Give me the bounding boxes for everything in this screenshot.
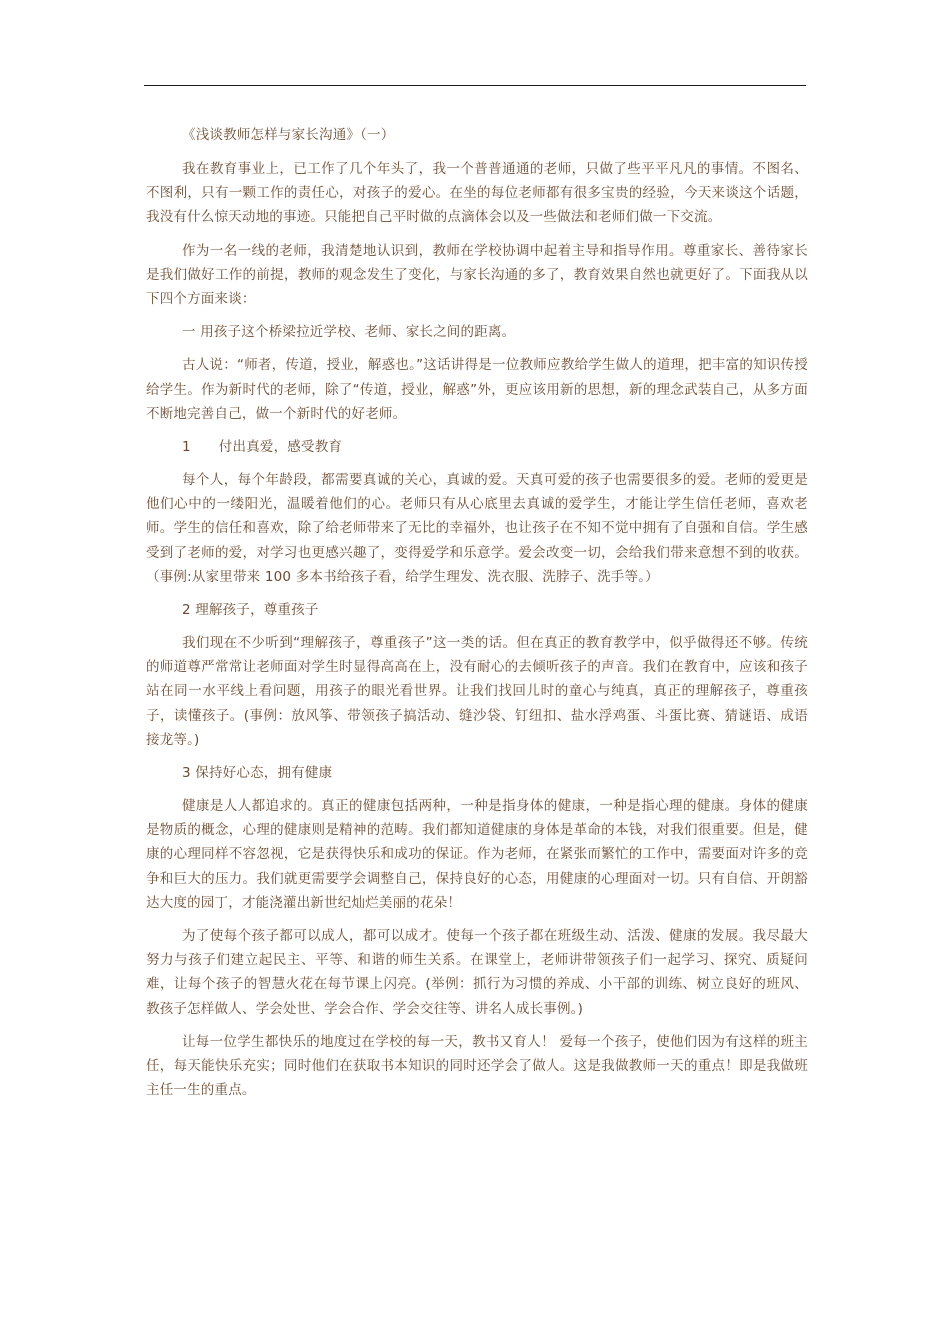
document-body <box>146 123 808 1112</box>
paragraph-love: 每个人，每个年龄段，都需要真诚的关心，真诚的爱。天真可爱的孩子也需要很多的爱。老师的爱更是他们心中的一缕阳光，温暖着他们的心。老师只有从心底里去真诚的爱学生，才能让学生信任老师，喜欢老师。学生的信任和喜欢，除了给老师带来了无比的幸福外，也让孩子在不知不觉中拥有了自强和自信。学生感受到了老师的爱，对学习也更感兴趣了，变得爱学和乐意学。爱会改变一切，会给我们带来意想不到的收获。（事例:从家里带来 100 多本书给孩子看，给学生理发、洗衣服、洗脖子、洗手等。） <box>146 472 808 585</box>
subheading-2: 2 理解孩子，尊重孩子 <box>182 602 319 619</box>
paragraph-role: 作为一名一线的老师，我清楚地认识到，教师在学校协调中起着主导和指导作用。尊重家长、善待家长是我们做好工作的前提，教师的观念发生了变化，与家长沟通的多了，教育效果自然也就更好了。下面我从以下四个方面来谈： <box>146 242 808 308</box>
subheading-3: 3 保持好心态，拥有健康 <box>182 765 333 782</box>
header-rule <box>144 85 806 86</box>
paragraph-health: 健康是人人都追求的。真正的健康包括两种，一种是指身体的健康，一种是指心理的健康。身体的健康是物质的概念，心理的健康则是精神的范畴。我们都知道健康的身体是革命的本钱，对我们很重要。但是，健康的心理同样不容忽视，它是获得快乐和成功的保证。作为老师，在紧张而繁忙的工作中，需要面对许多的竞争和巨大的压力。我们就更需要学会调整自己，保持良好的心态，用健康的心理面对一切。只有自信、开朗豁达大度的园丁，才能浇灌出新世纪灿烂美丽的花朵！ <box>146 798 808 911</box>
section-heading-one: 一 用孩子这个桥梁拉近学校、老师、家长之间的距离。 <box>182 324 516 341</box>
paragraph-closing: 让每一位学生都快乐的地度过在学校的每一天，教书又育人！ 爱每一个孩子，使他们因为有这样的班主任，每天能快乐充实；同时他们在获取书本知识的同时还学会了做人。这是我做教师一天的重点！即是我做班主任一生的重点。 <box>146 1033 808 1099</box>
paragraph-growth: 为了使每个孩子都可以成人，都可以成才。使每一个孩子都在班级生动、活泼、健康的发展。我尽最大努力与孩子们建立起民主、平等、和谐的师生关系。在课堂上，老师讲带领孩子们一起学习、探究、质疑问难，让每个孩子的智慧火花在每节课上闪亮。(举例：抓行为习惯的养成、小干部的训练、树立良好的班风、教孩子怎样做人、学会处世、学会合作、学会交往等、讲名人成长事例。) <box>146 928 808 1017</box>
subheading-1-number: 1 <box>182 439 191 456</box>
subheading-1-text: 付出真爱，感受教育 <box>218 439 343 456</box>
document-title: 《浅谈教师怎样与家长沟通》（一） <box>182 127 395 143</box>
paragraph-intro: 我在教育事业上，已工作了几个年头了，我一个普普通通的老师，只做了些平平凡凡的事情。不图名、不图利，只有一颗工作的责任心，对孩子的爱心。在坐的每位老师都有很多宝贵的经验，今天来谈这个话题，我没有什么惊天动地的事迹。只能把自己平时做的点滴体会以及一些做法和老师们做一下交流。 <box>146 161 808 226</box>
subheading-1 <box>146 435 808 459</box>
paragraph-ancient-saying: 古人说：“师者，传道，授业，解惑也。”这话讲得是一位教师应教给学生做人的道理，把丰富的知识传授给学生。作为新时代的老师，除了“传道，授业，解惑”外，更应该用新的思想，新的理念武装自己，从多方面不断地完善自己，做一个新时代的好老师。 <box>146 357 808 422</box>
paragraph-understand: 我们现在不少听到“理解孩子，尊重孩子”这一类的话。但在真正的教育教学中，似乎做得还不够。传统的师道尊严常常让老师面对学生时显得高高在上，没有耐心的去倾听孩子的声音。我们在教育中，应该和孩子站在同一水平线上看问题，用孩子的眼光看世界。让我们找回儿时的童心与纯真，真正的理解孩子，尊重孩子，读懂孩子。(事例：放风筝、带领孩子搞活动、缝沙袋、钉纽扣、盐水浮鸡蛋、斗蛋比赛、猜谜语、成语接龙等。) <box>146 635 808 748</box>
